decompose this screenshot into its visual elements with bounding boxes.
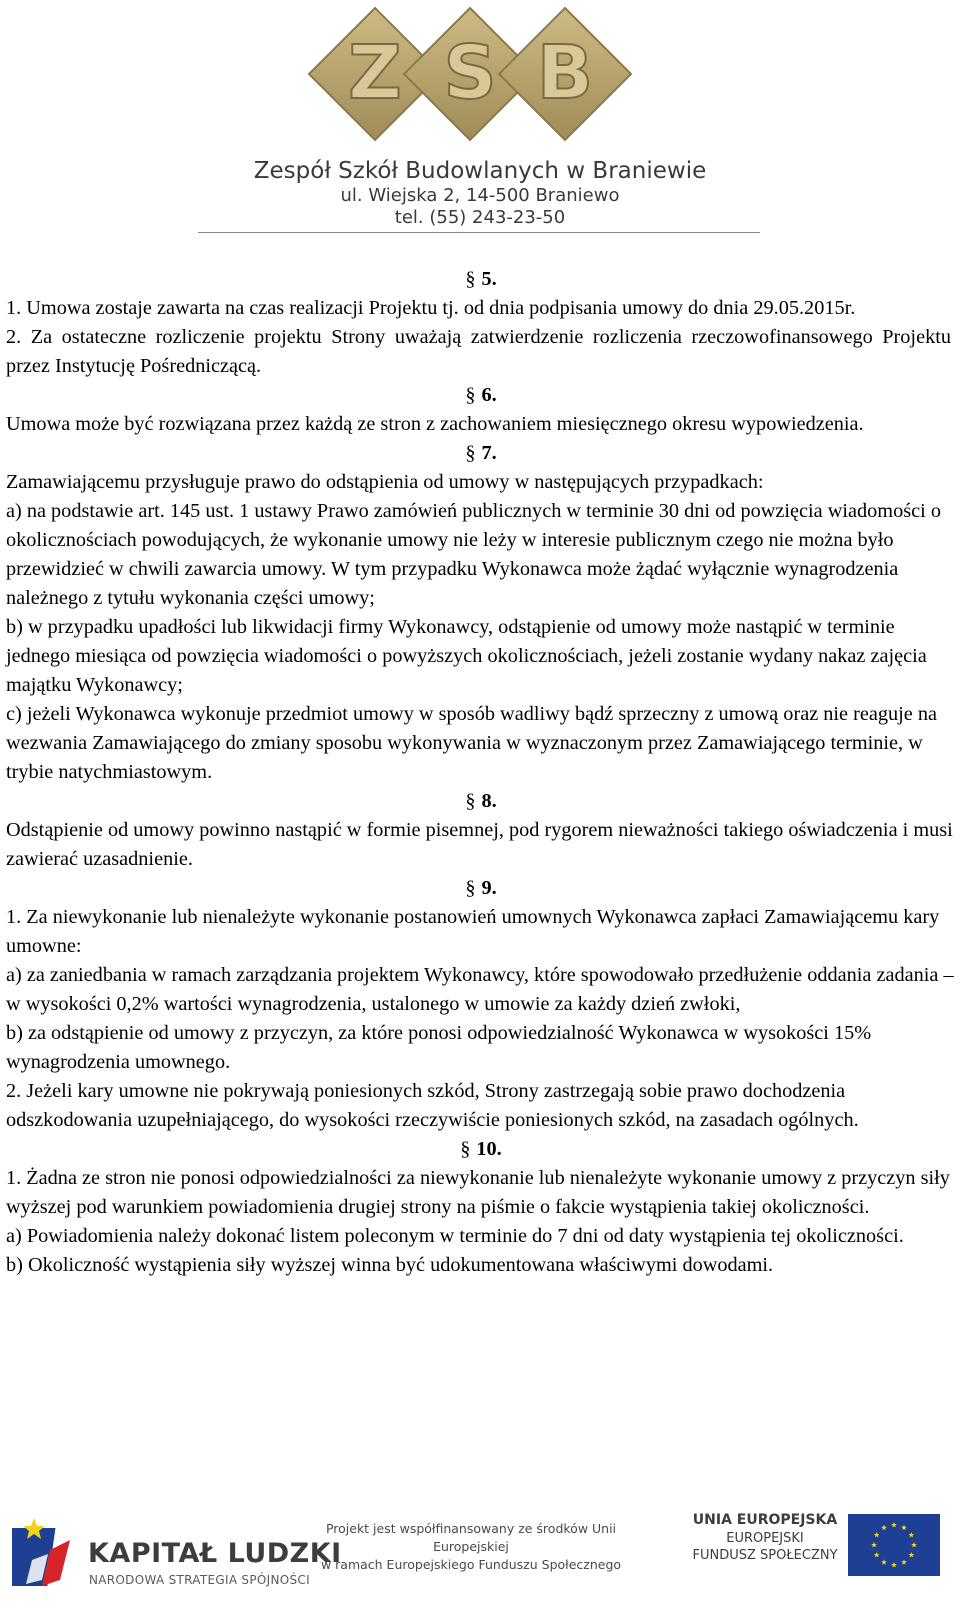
section-symbol: § [465, 877, 476, 899]
school-phone: tel. (55) 243-23-50 [394, 207, 566, 228]
section-heading-8 [6, 787, 956, 816]
paragraph: Odstąpienie od umowy powinno nastąpić w formie pisemnej, pod rygorem nieważności takiego oświadczenia i musi zawierać uzasadnienie. [6, 819, 953, 870]
section-number: 10. [476, 1138, 502, 1160]
zsb-logo [305, 4, 635, 150]
paragraph: a) Powiadomienia należy dokonać listem poleconym w terminie do 7 dni od daty wystąpienia tej okoliczności. [6, 1225, 904, 1247]
section-heading-5 [6, 265, 956, 294]
paragraph: b) Okoliczność wystąpienia siły wyższej winna być udokumentowana właściwymi dowodami. [6, 1254, 774, 1276]
section-number: 7. [481, 442, 497, 464]
cofinancing-line: Projekt jest współfinansowany ze środków Unii Europejskiej [325, 1521, 617, 1554]
paragraph: 2. Jeżeli kary umowne nie pokrywają poniesionych szkód, Strony zastrzegają sobie prawo dochodzenia odszkodowania uzupełniającego, do wysokości rzeczywiście poniesionych szkód, na zasadach ogólnych. [6, 1080, 859, 1131]
section-number: 5. [481, 268, 497, 290]
school-address: ul. Wiejska 2, 14-500 Braniewo [340, 185, 620, 206]
paragraph: 1. Żadna ze stron nie ponosi odpowiedzialności za niewykonanie lub nienależyte wykonanie umowy z przyczyn siły wyższej pod warunkiem powiadomienia drugiej strony na piśmie o fakcie wystąpienia takiej okoliczności. [6, 1167, 950, 1218]
section-number: 6. [481, 384, 497, 406]
header-divider [198, 232, 760, 233]
section-symbol: § [465, 790, 476, 812]
eu-label-line: UNIA EUROPEJSKA [692, 1512, 838, 1528]
eu-fund-label [690, 1510, 840, 1564]
paragraph: 2. Za ostateczne rozliczenie projektu Strony uważają zatwierdzenie rozliczenia rzeczowofinansowego Projektu przez Instytucję Pośredniczącą. [6, 326, 951, 377]
section-symbol: § [460, 1138, 471, 1160]
kapital-ludzki-logo-icon [12, 1510, 82, 1590]
paragraph: a) na podstawie art. 145 ust. 1 ustawy Prawo zamówień publicznych w terminie 30 dni od powzięcia wiadomości o okolicznościach powodujących, że wykonanie umowy nie leży w interesie publicznym czego nie można było przewidzieć w chwili zawarcia umowy. W tym przypadku Wykonawca może żądać wyłącznie wynagrodzenia należnego z tytułu wykonania części umowy; [6, 500, 941, 609]
section-symbol: § [465, 268, 476, 290]
paragraph: c) jeżeli Wykonawca wykonuje przedmiot umowy w sposób wadliwy bądź sprzeczny z umową oraz nie reaguje na wezwania Zamawiającego do zmiany sposobu wykonywania w wyznaczonym przez Zamawiającego terminie, w trybie natychmiastowym. [6, 703, 938, 783]
paragraph: b) za odstąpienie od umowy z przyczyn, za które ponosi odpowiedzialność Wykonawca w wysokości 15% wynagrodzenia umownego. [6, 1022, 872, 1073]
kapital-ludzki-title: KAPITAŁ LUDZKI [88, 1538, 342, 1569]
section-heading-10 [6, 1135, 956, 1164]
section-heading-9 [6, 874, 956, 903]
section-number: 8. [481, 790, 497, 812]
paragraph: Umowa może być rozwiązana przez każdą ze stron z zachowaniem miesięcznego okresu wypowiedzenia. [6, 413, 864, 435]
kapital-ludzki-subtitle: NARODOWA STRATEGIA SPÓJNOŚCI [89, 1573, 310, 1587]
cofinancing-line: w ramach Europejskiego Funduszu Społecznego [320, 1557, 622, 1572]
eu-label-line: FUNDUSZ SPOŁECZNY [692, 1548, 838, 1563]
section-symbol: § [465, 384, 476, 406]
contract-body [6, 265, 956, 1280]
section-heading-7 [6, 439, 956, 468]
paragraph: a) za zaniedbania w ramach zarządzania projektem Wykonawcy, które spowodowało przedłużenie oddania zadania – w wysokości 0,2% wartości wynagrodzenia, ustalonego w umowie za każdy dzień zwłoki, [6, 964, 954, 1015]
paragraph: Zamawiającemu przysługuje prawo do odstąpienia od umowy w następujących przypadkach: [6, 471, 764, 493]
paragraph: 1. Za niewykonanie lub nienależyte wykonanie postanowień umownych Wykonawca zapłaci Zamawiającemu kary umowne: [6, 906, 940, 957]
eu-label-line: EUROPEJSKI [726, 1531, 804, 1546]
logo-letter-b: B [536, 30, 594, 116]
paragraph: 1. Umowa zostaje zawarta na czas realizacji Projektu tj. od dnia podpisania umowy do dnia 29.05.2015r. [6, 297, 856, 319]
letterhead [0, 0, 960, 245]
logo-letter-s: S [443, 30, 497, 116]
eu-flag-icon [848, 1514, 940, 1576]
funding-footer [0, 1510, 960, 1621]
logo-letter-z: Z [348, 30, 402, 116]
section-number: 9. [481, 877, 497, 899]
paragraph: b) w przypadku upadłości lub likwidacji firmy Wykonawcy, odstąpienie od umowy może nastąpić w terminie jednego miesiąca od powzięcia wiadomości o powyższych okolicznościach, jeżeli zostanie wydany nakaz zajęcia majątku Wykonawcy; [6, 616, 927, 696]
section-symbol: § [465, 442, 476, 464]
cofinancing-note [296, 1520, 646, 1574]
section-heading-6 [6, 381, 956, 410]
school-name: Zespół Szkół Budowlanych w Braniewie [253, 158, 707, 184]
